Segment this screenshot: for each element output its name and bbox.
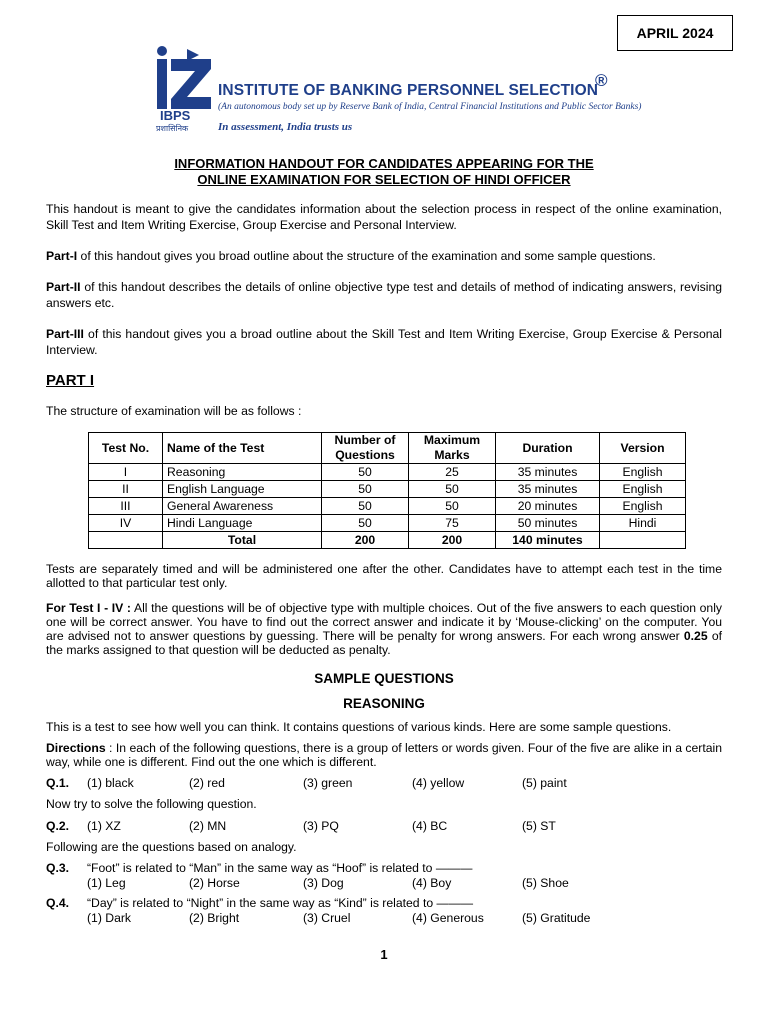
table-cell bbox=[89, 532, 163, 549]
table-cell: 50 minutes bbox=[496, 515, 600, 532]
table-row bbox=[89, 481, 686, 498]
for-test-paragraph bbox=[46, 601, 722, 657]
table-row bbox=[89, 498, 686, 515]
timing-note: Tests are separately timed and will be administered one after the other. Candidates have to attempt each test in the time allotted to that particular test only. bbox=[46, 562, 722, 590]
table-cell: Reasoning bbox=[163, 464, 322, 481]
table-header: Duration bbox=[496, 433, 600, 464]
option: (3) green bbox=[303, 776, 353, 790]
table-cell: 50 bbox=[322, 481, 409, 498]
part3-label: Part-III bbox=[46, 327, 84, 341]
part1-paragraph bbox=[46, 249, 722, 265]
handout-title-line2: ONLINE EXAMINATION FOR SELECTION OF HINDI OFFICER bbox=[197, 172, 571, 187]
question-3-stem bbox=[46, 861, 722, 877]
table-header-row bbox=[89, 433, 686, 464]
question-4-stem bbox=[46, 896, 722, 912]
table-cell: Hindi bbox=[600, 515, 686, 532]
try-text: Now try to solve the following question. bbox=[46, 797, 257, 811]
structure-intro: The structure of examination will be as follows : bbox=[46, 404, 302, 418]
logo-text: IBPS bbox=[160, 108, 191, 123]
date-label: APRIL 2024 bbox=[617, 15, 733, 51]
question-stem: “Foot” is related to “Man” in the same way as “Hoof” is related to ——— bbox=[87, 861, 473, 875]
table-cell: 200 bbox=[322, 532, 409, 549]
option: (5) ST bbox=[522, 819, 556, 833]
option: (3) PQ bbox=[303, 819, 339, 833]
organization-subtitle: (An autonomous body set up by Reserve Bank of India, Central Financial Institutions and Public Sector Banks) bbox=[218, 102, 642, 112]
table-cell: 35 minutes bbox=[496, 481, 600, 498]
part3-paragraph bbox=[46, 327, 722, 358]
table-header: Version bbox=[600, 433, 686, 464]
part3-text: of this handout gives you a broad outline about the Skill Test and Item Writing Exercise, Group Exercise & Personal Interview. bbox=[46, 327, 722, 357]
option: (4) Generous bbox=[412, 911, 484, 925]
question-number: Q.1. bbox=[46, 776, 70, 790]
part1-label: Part-I bbox=[46, 249, 78, 263]
option: (2) Bright bbox=[189, 911, 240, 925]
option: (4) Boy bbox=[412, 876, 452, 890]
table-cell: 140 minutes bbox=[496, 532, 600, 549]
table-header: Maximum Marks bbox=[409, 433, 496, 464]
question-2 bbox=[46, 819, 722, 835]
table-cell: English Language bbox=[163, 481, 322, 498]
part2-paragraph bbox=[46, 280, 722, 311]
table-cell: Total bbox=[163, 532, 322, 549]
table-cell: 50 bbox=[409, 481, 496, 498]
table-cell: III bbox=[89, 498, 163, 515]
for-test-text-b: of the marks assigned to that question will be deducted as penalty. bbox=[46, 629, 722, 657]
table-cell: 25 bbox=[409, 464, 496, 481]
for-test-text-a: All the questions will be of objective type with multiple choices. Out of the five answers to each question only one will be correct answer. You have to find out the correct answer and indicate it by ‘Mouse-clicking’ on the computer. You are advised not to answer questions by guessing. There will be penalty for wrong answers. For each wrong answer bbox=[46, 601, 722, 643]
reasoning-heading: REASONING bbox=[343, 696, 425, 711]
option: (1) Leg bbox=[87, 876, 126, 890]
table-row bbox=[89, 464, 686, 481]
directions-label: Directions bbox=[46, 741, 106, 755]
table-header: Test No. bbox=[89, 433, 163, 464]
part2-label: Part-II bbox=[46, 280, 81, 294]
table-cell: 20 minutes bbox=[496, 498, 600, 515]
question-1 bbox=[46, 776, 722, 792]
table-cell: Hindi Language bbox=[163, 515, 322, 532]
table-row bbox=[89, 515, 686, 532]
intro-paragraph: This handout is meant to give the candidates information about the selection process in respect of the online examination, Skill Test and Item Writing Exercise, Group Exercise and Personal Interview. bbox=[46, 202, 722, 232]
question-number: Q.2. bbox=[46, 819, 70, 833]
table-header: Name of the Test bbox=[163, 433, 322, 464]
table-cell: I bbox=[89, 464, 163, 481]
question-number: Q.3. bbox=[46, 861, 70, 875]
table-cell: 50 bbox=[322, 515, 409, 532]
option: (3) Dog bbox=[303, 876, 344, 890]
option: (1) Dark bbox=[87, 911, 132, 925]
part2-text: of this handout describes the details of online objective type test and details of method of indicating answers, revising answers etc. bbox=[46, 280, 722, 310]
question-4-options bbox=[46, 911, 722, 927]
option: (2) Horse bbox=[189, 876, 240, 890]
table-cell: 75 bbox=[409, 515, 496, 532]
table-cell: English bbox=[600, 481, 686, 498]
table-cell: 50 bbox=[409, 498, 496, 515]
question-stem: “Day” is related to “Night” in the same way as “Kind” is related to ——— bbox=[87, 896, 474, 910]
handout-title-line1: INFORMATION HANDOUT FOR CANDIDATES APPEARING FOR THE bbox=[174, 156, 594, 171]
table-cell: II bbox=[89, 481, 163, 498]
table-total-row bbox=[89, 532, 686, 549]
option: (3) Cruel bbox=[303, 911, 351, 925]
option: (1) black bbox=[87, 776, 134, 790]
page-number: 1 bbox=[380, 947, 388, 962]
reasoning-intro: This is a test to see how well you can think. It contains questions of various kinds. Here are some sample questions. bbox=[46, 720, 672, 734]
directions-text: : In each of the following questions, there is a group of letters or words given. Four of the five are alike in a certain way, while one is different. Find out the one which is different. bbox=[46, 741, 722, 769]
table-cell bbox=[600, 532, 686, 549]
table-header: Number of Questions bbox=[322, 433, 409, 464]
for-test-label: For Test I - IV : bbox=[46, 601, 131, 615]
option: (1) XZ bbox=[87, 819, 121, 833]
table-cell: English bbox=[600, 498, 686, 515]
registered-mark: ® bbox=[595, 71, 608, 90]
option: (5) Gratitude bbox=[522, 911, 591, 925]
option: (4) yellow bbox=[412, 776, 465, 790]
table-cell: English bbox=[600, 464, 686, 481]
option: (5) Shoe bbox=[522, 876, 569, 890]
logo-hindi-text: प्रशासिनिक bbox=[156, 124, 189, 133]
part-heading: PART I bbox=[46, 372, 95, 389]
sample-questions-heading: SAMPLE QUESTIONS bbox=[314, 671, 454, 686]
question-3-options bbox=[46, 876, 722, 892]
table-cell: General Awareness bbox=[163, 498, 322, 515]
directions-paragraph bbox=[46, 741, 722, 769]
table-cell: 35 minutes bbox=[496, 464, 600, 481]
question-number: Q.4. bbox=[46, 896, 70, 910]
organization-tagline: In assessment, India trusts us bbox=[218, 121, 353, 133]
option: (4) BC bbox=[412, 819, 448, 833]
table-cell: 50 bbox=[322, 498, 409, 515]
option: (5) paint bbox=[522, 776, 567, 790]
penalty-value: 0.25 bbox=[683, 629, 708, 643]
analogy-text: Following are the questions based on analogy. bbox=[46, 840, 297, 854]
part1-text: of this handout gives you broad outline about the structure of the examination and some sample questions. bbox=[77, 249, 656, 263]
exam-structure-table bbox=[88, 432, 686, 549]
option: (2) MN bbox=[189, 819, 227, 833]
organization-name: INSTITUTE OF BANKING PERSONNEL SELECTION bbox=[218, 82, 599, 99]
table-cell: 50 bbox=[322, 464, 409, 481]
option: (2) red bbox=[189, 776, 225, 790]
table-cell: IV bbox=[89, 515, 163, 532]
table-cell: 200 bbox=[409, 532, 496, 549]
